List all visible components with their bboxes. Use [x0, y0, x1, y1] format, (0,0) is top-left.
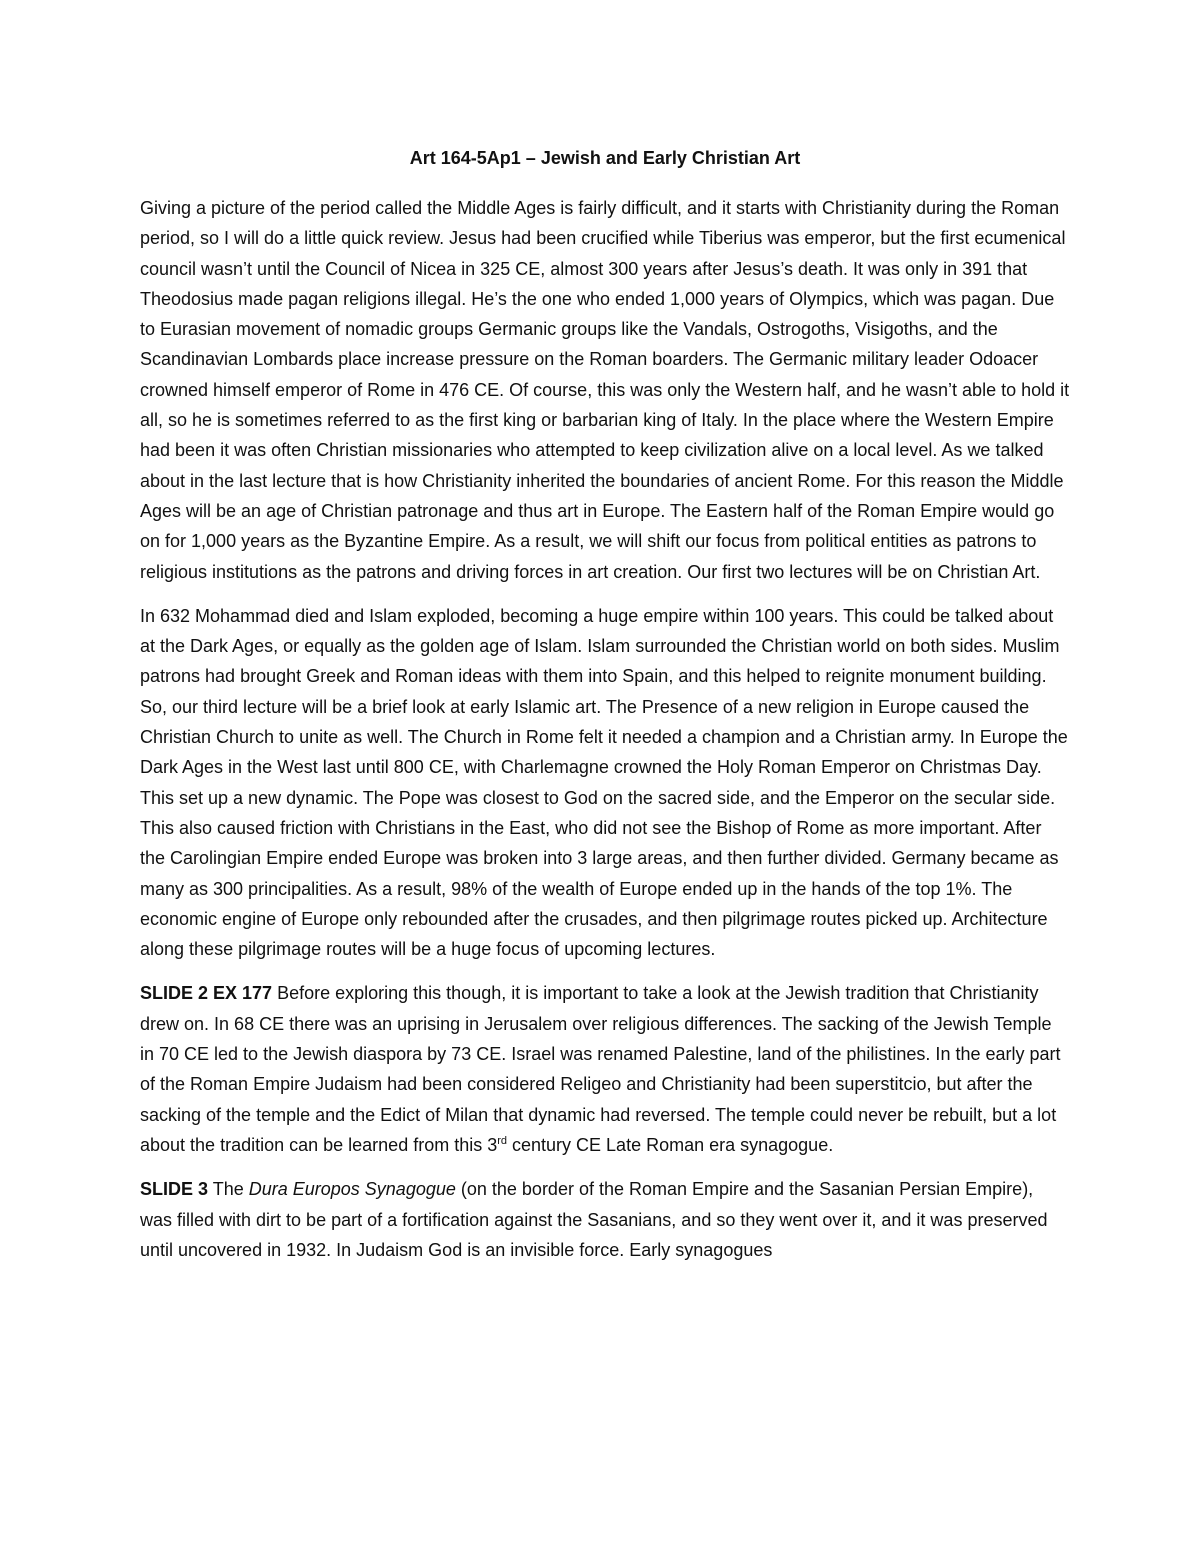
paragraph-text: In 632 Mohammad died and Islam exploded, becoming a huge empire within 100 years. This could be talked about at the Dark Ages, or equally as the golden age of Islam. Islam surrounded the Christian world on both sides. Muslim patrons had brought Greek and Roman ideas with them into Spain, and this helped to reignite monument building. So, our third lecture will be a brief look at early Islamic art. The Presence of a new religion in Europe caused the Christian Church to unite as well. The Church in Rome felt it needed a champion and a Christian army. In Europe the Dark Ages in the West last until 800 CE, with Charlemagne crowned the Holy Roman Emperor on Christmas Day. This set up a new dynamic. The Pope was closest to God on the sacred side, and the Emperor on the secular side. This also caused friction with Christians in the East, who did not see the Bishop of Rome as more important. After the Carolingian Empire ended Europe was broken into 3 large areas, and then further divided. Germany became as many as 300 principalities. As a result, 98% of the wealth of Europe ended up in the hands of the top 1%. The economic engine of Europe only rebounded after the crusades, and then pilgrimage routes picked up. Architecture along these pilgrimage routes will be a huge focus of upcoming lectures.	[140, 605, 1068, 960]
artwork-title: Dura Europos Synagogue	[248, 1179, 456, 1200]
paragraph-text: Before exploring this though, it is important to take a look at the Jewish tradition that Christianity drew on. In 68 CE there was an uprising in Jerusalem over religious differences. The sacking of the Jewish Temple in 70 CE led to the Jewish diaspora by 73 CE. Israel was renamed Palestine, land of the philistines. In the early part of the Roman Empire Judaism had been considered Religeo and Christianity had been superstitcio, but after the sacking of the temple and the Edict of Milan that dynamic had reversed. The temple could never be rebuilt, but a lot about the tradition can be learned from this 3	[140, 983, 1061, 1155]
slide-label: SLIDE 2 EX 177	[140, 983, 273, 1004]
paragraph-islam	[140, 601, 1070, 965]
paragraph-slide-2	[140, 978, 1070, 1160]
paragraph-text: The	[208, 1179, 249, 1200]
paragraph-intro	[140, 193, 1070, 587]
paragraph-text: Giving a picture of the period called the Middle Ages is fairly difficult, and it starts with Christianity during the Roman period, so I will do a little quick review. Jesus had been crucified while Tiberius was emperor, but the first ecumenical council wasn’t until the Council of Nicea in 325 CE, almost 300 years after Jesus’s death. It was only in 391 that Theodosius made pagan religions illegal. He’s the one who ended 1,000 years of Olympics, which was pagan. Due to Eurasian movement of nomadic groups Germanic groups like the Vandals, Ostrogoths, Visigoths, and the Scandinavian Lombards place increase pressure on the Roman boarders. The Germanic military leader Odoacer crowned himself emperor of Rome in 476 CE. Of course, this was only the Western half, and he wasn’t able to hold it all, so he is sometimes referred to as the first king or barbarian king of Italy. In the place where the Western Empire had been it was often Christian missionaries who attempted to keep civilization alive on a local level. As we talked about in the last lecture that is how Christianity inherited the boundaries of ancient Rome. For this reason the Middle Ages will be an age of Christian patronage and thus art in Europe. The Eastern half of the Roman Empire would go on for 1,000 years as the Byzantine Empire. As a result, we will shift our focus from political entities as patrons to religious institutions as the patrons and driving forces in art creation. Our first two lectures will be on Christian Art.	[140, 198, 1070, 582]
paragraph-slide-3	[140, 1174, 1070, 1265]
paragraph-text-continued: (on the border of the Roman Empire and the Sasanian Persian Empire), was filled with dirt to be part of a fortification against the Sasanians, and so they went over it, and it was preserved until uncovered in 1932. In Judaism God is an invisible force. Early synagogues	[140, 1179, 1048, 1260]
document-page	[140, 145, 1070, 1279]
paragraph-text-continued: century CE Late Roman era synagogue.	[507, 1134, 834, 1155]
slide-label: SLIDE 3	[140, 1179, 209, 1200]
ordinal-superscript: rd	[497, 1134, 508, 1147]
document-title: Art 164-5Ap1 – Jewish and Early Christian Art	[409, 148, 801, 168]
